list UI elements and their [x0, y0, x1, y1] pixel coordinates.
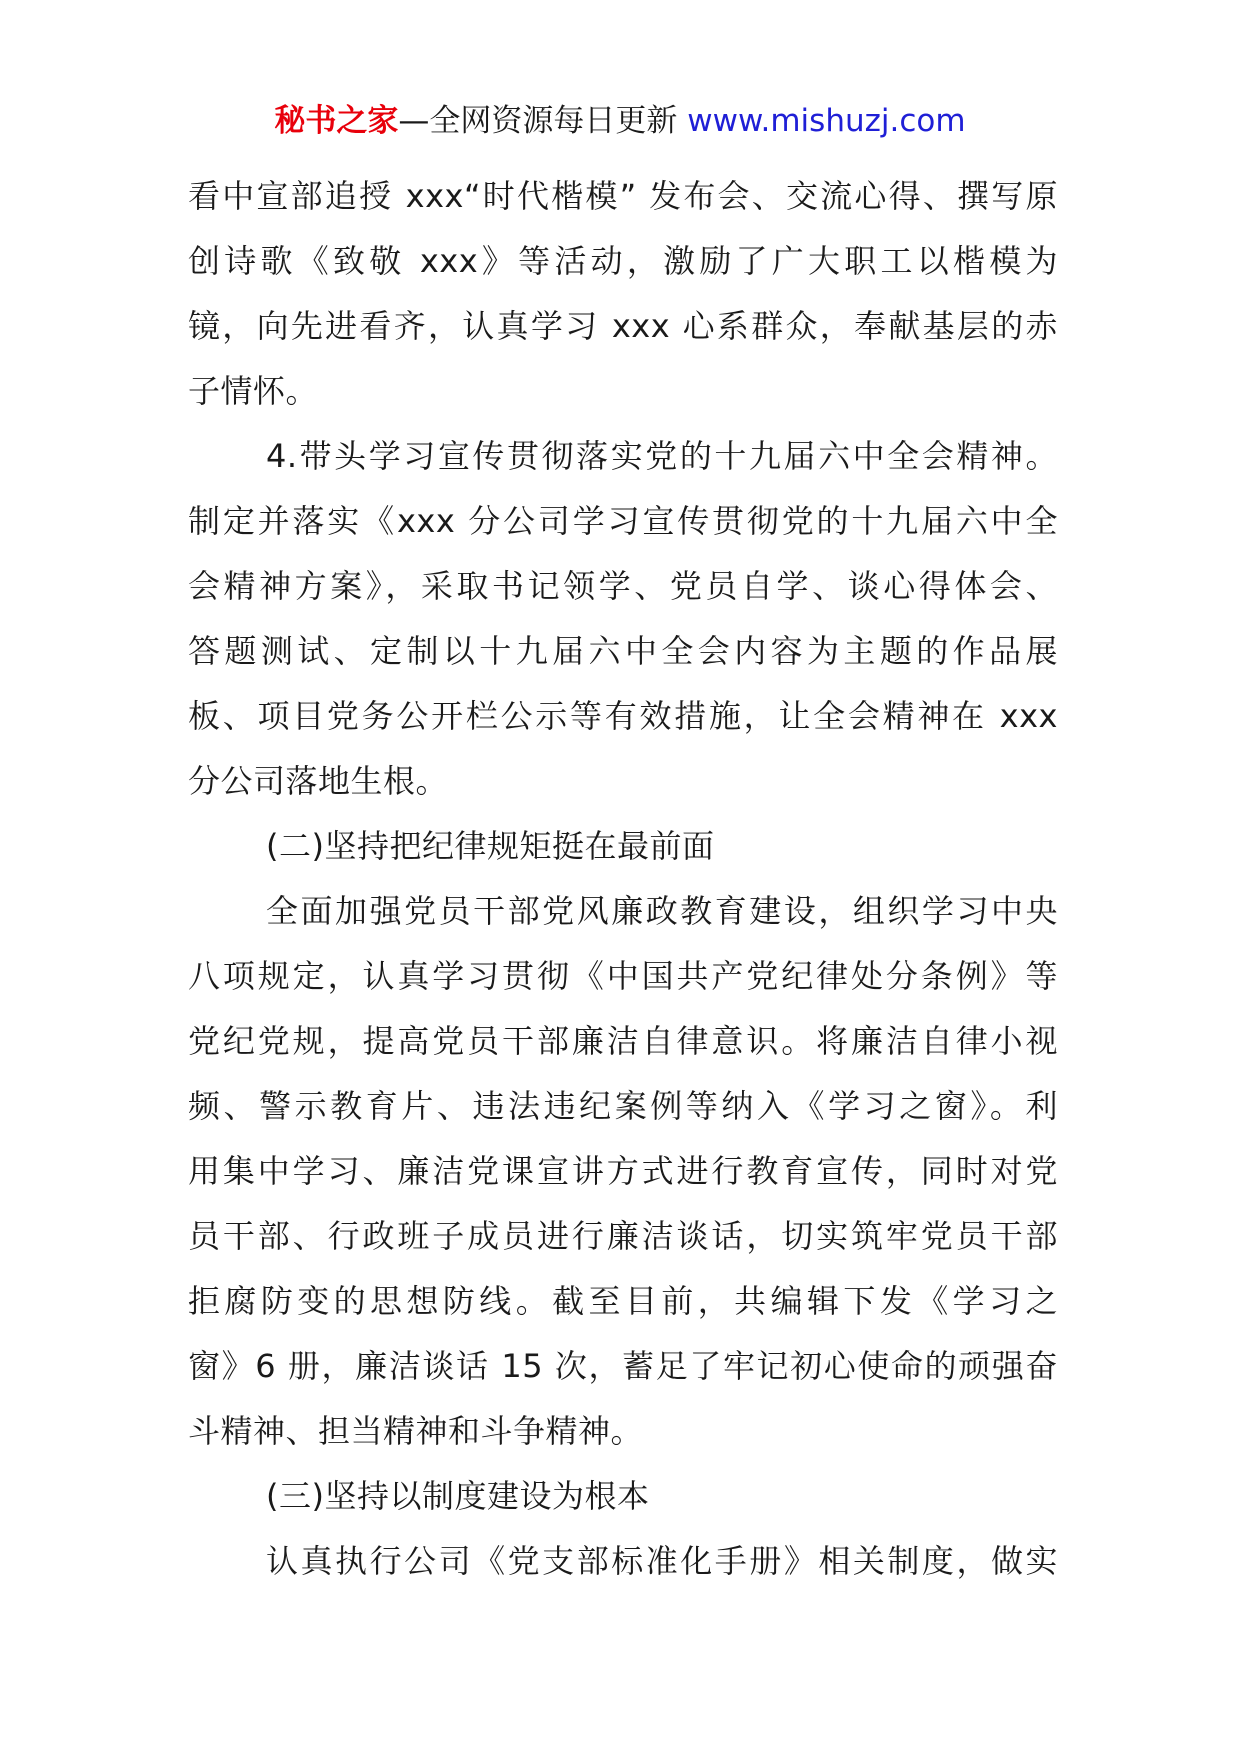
text-line: 认真执行公司《党支部标准化手册》相关制度，做实: [266, 1542, 1058, 1580]
text-line: 4.带头学习宣传贯彻落实党的十九届六中全会精神。: [266, 437, 1058, 475]
text-line: 会精神方案》，采取书记领学、党员自学、谈心得体会、: [188, 567, 1058, 605]
text-line: 拒腐防变的思想防线。截至目前，共编辑下发《学习之: [188, 1282, 1058, 1320]
text-line: (三)坚持以制度建设为根本: [266, 1477, 650, 1515]
document-body: [188, 164, 1058, 1594]
text-line: 创诗歌《致敬 xxx》等活动，激励了广大职工以楷模为: [188, 242, 1058, 280]
text-line: 斗精神、担当精神和斗争精神。: [188, 1412, 644, 1450]
text-line: 板、项目党务公开栏公示等有效措施，让全会精神在 xxx: [188, 697, 1058, 735]
text-line: 看中宣部追授 xxx“时代楷模” 发布会、交流心得、撰写原: [188, 177, 1058, 215]
page-header: [0, 98, 1240, 144]
text-line: 制定并落实《xxx 分公司学习宣传贯彻党的十九届六中全: [188, 502, 1058, 540]
brand-name: 秘书之家: [274, 103, 399, 139]
header-tagline: —全网资源每日更新: [398, 103, 678, 139]
text-line: 子情怀。: [188, 372, 319, 410]
text-line: 窗》6 册，廉洁谈话 15 次，蓄足了牢记初心使命的顽强奋: [188, 1347, 1058, 1385]
text-line: 员干部、行政班子成员进行廉洁谈话，切实筑牢党员干部: [188, 1217, 1058, 1255]
text-line: 频、警示教育片、违法违纪案例等纳入《学习之窗》。利: [188, 1087, 1058, 1125]
text-line: 全面加强党员干部党风廉政教育建设，组织学习中央: [266, 892, 1058, 930]
text-line: 党纪党规，提高党员干部廉洁自律意识。将廉洁自律小视: [188, 1022, 1058, 1060]
text-line: 八项规定，认真学习贯彻《中国共产党纪律处分条例》等: [188, 957, 1058, 995]
text-line: 分公司落地生根。: [188, 762, 449, 800]
text-line: 镜，向先进看齐，认真学习 xxx 心系群众，奉献基层的赤: [188, 307, 1058, 345]
text-line: (二)坚持把纪律规矩挺在最前面: [266, 827, 715, 865]
website-link[interactable]: www.mishuzj.com: [687, 103, 966, 139]
text-line: 用集中学习、廉洁党课宣讲方式进行教育宣传，同时对党: [188, 1152, 1058, 1190]
text-line: 答题测试、定制以十九届六中全会内容为主题的作品展: [188, 632, 1058, 670]
